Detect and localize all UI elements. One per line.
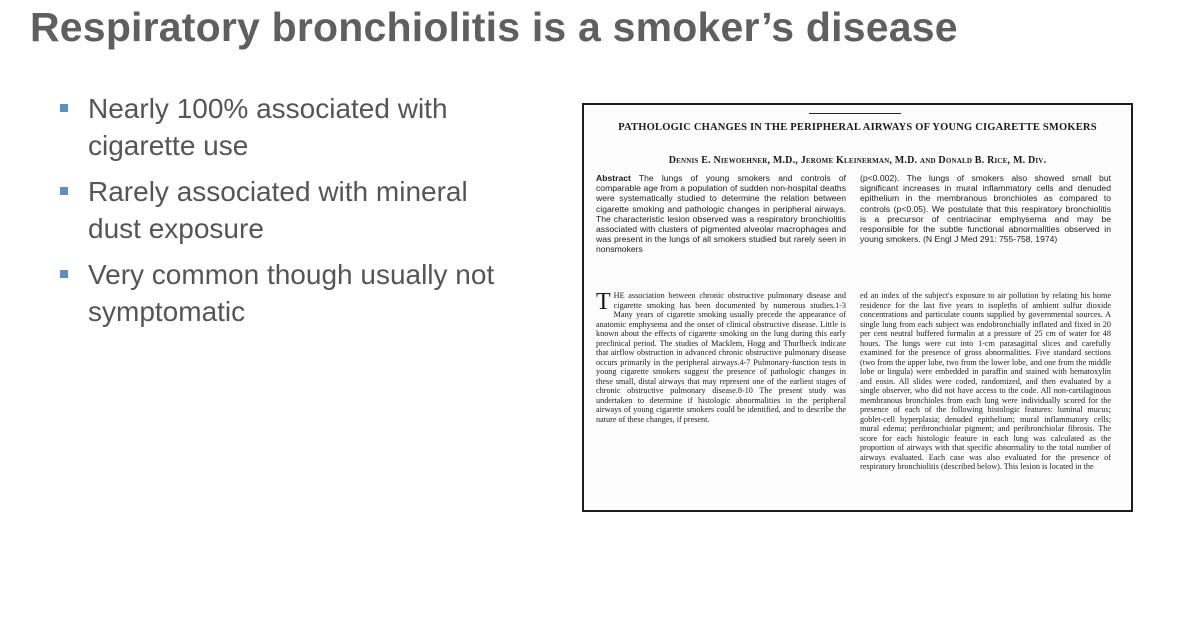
body-text-left: HE association between chronic obstructive pulmonary disease and cigarette smoking has been documented by numerous studies.1-3 Many years of cigarette smoking usually precede the appearance of anatomic emphysema and the onset of clinical obstructive disease. Little is known about the effects of cigarette smoking on the lung during this early preclinical period. The studies of Macklem, Hogg and Thurlbeck indicate that airflow obstruction in advanced chronic obstructive pulmonary disease occurs primarily in the peripheral airways.4-7 Pulmonary-function tests in young cigarette smokers suggest the presence of pathologic changes in these small, distal airways that may represent one of the earliest stages of chronic obstructive pulmonary disease.8-10 The present study was undertaken to determine if histologic abnormalities in the peripheral airways of young cigarette smokers could be identified, and to describe the nature of these changes, if present. xyxy=(596,291,846,424)
square-bullet-icon xyxy=(60,187,68,195)
body-right-column: ed an index of the subject's exposure to air pollution by relating his home residence for the last five years to isopleths of ambient sulfur dioxide concentrations and particulate counts supplied by governmental sources. A single lung from each subject was endobronchially inflated and fixed in 20 per cent neutral buffered formalin at a pressure of 25 cm of water for 48 hours. The lungs were cut into 1-cm parasagittal slices and carefully examined for the presence of gross abnormalities. Five standard sections (two from the upper lobe, two from the lower lobe, and one from the middle lobe or lingula) were embedded in paraffin and stained with hematoxylin and eosin. All slides were coded, randomized, and then evaluated by a single observer, who did not have access to the code. All non-cartilaginous membranous bronchioles from each lung were individually scored for the presence of each of the following histologic features: luminal mucus; goblet-cell hyperplasia; denuded epithelium; mural inflammatory cells; mural edema; peribronchiolar pigment; and peribronchiolar fibrosis. The score for each histologic feature in each lung was calculated as the proportion of airways with that specific abnormality to the total number of airways evaluated. Each case was also evaluated for the presence of respiratory bronchiolitis (described below). This lesion is located in the xyxy=(860,291,1111,471)
article-authors: Dennis E. Niewoehner, M.D., Jerome Kleinerman, M.D. and Donald B. Rice, M. Div. xyxy=(668,155,1047,166)
abstract-left-column xyxy=(596,173,846,255)
bullet-list xyxy=(58,90,528,339)
bullet-text: Rarely associated with mineral dust exposure xyxy=(88,176,468,244)
abstract-label: Abstract xyxy=(596,173,631,183)
header-rule xyxy=(809,113,901,114)
square-bullet-icon xyxy=(60,104,68,112)
body-left-column xyxy=(596,291,846,424)
journal-article-excerpt xyxy=(582,103,1133,512)
bullet-item xyxy=(58,173,528,247)
bullet-text: Very common though usually not symptomatic xyxy=(88,259,495,327)
slide-title: Respiratory bronchiolitis is a smoker’s disease xyxy=(30,4,958,50)
abstract-text-left: The lungs of young smokers and controls of comparable age from a population of sudden non-hospital deaths were systematically studied to determine the relation between cigarette smoking and pathologic changes in peripheral airways. The characteristic lesion observed was a respiratory bronchiolitis associated with clusters of pigmented alveolar macrophages and was present in the lungs of all smokers studied but rarely seen in nonsmokers xyxy=(596,173,847,255)
abstract-right-column: (p<0.002). The lungs of smokers also showed small but significant increases in mural inflammatory cells and denuded epithelium in the membranous bronchioles as compared to controls (p<0.05). We postulate that this respiratory bronchiolitis is a precursor of centriacinar emphysema and may be responsible for the subtle functional abnormalities observed in young smokers. (N Engl J Med 291: 755-758, 1974) xyxy=(860,173,1111,245)
bullet-item xyxy=(58,256,528,330)
square-bullet-icon xyxy=(60,270,68,278)
drop-cap: T xyxy=(596,289,611,315)
article-title: PATHOLOGIC CHANGES IN THE PERIPHERAL AIRWAYS OF YOUNG CIGARETTE SMOKERS xyxy=(618,122,1097,133)
bullet-text: Nearly 100% associated with cigarette use xyxy=(88,93,448,161)
bullet-item xyxy=(58,90,528,164)
